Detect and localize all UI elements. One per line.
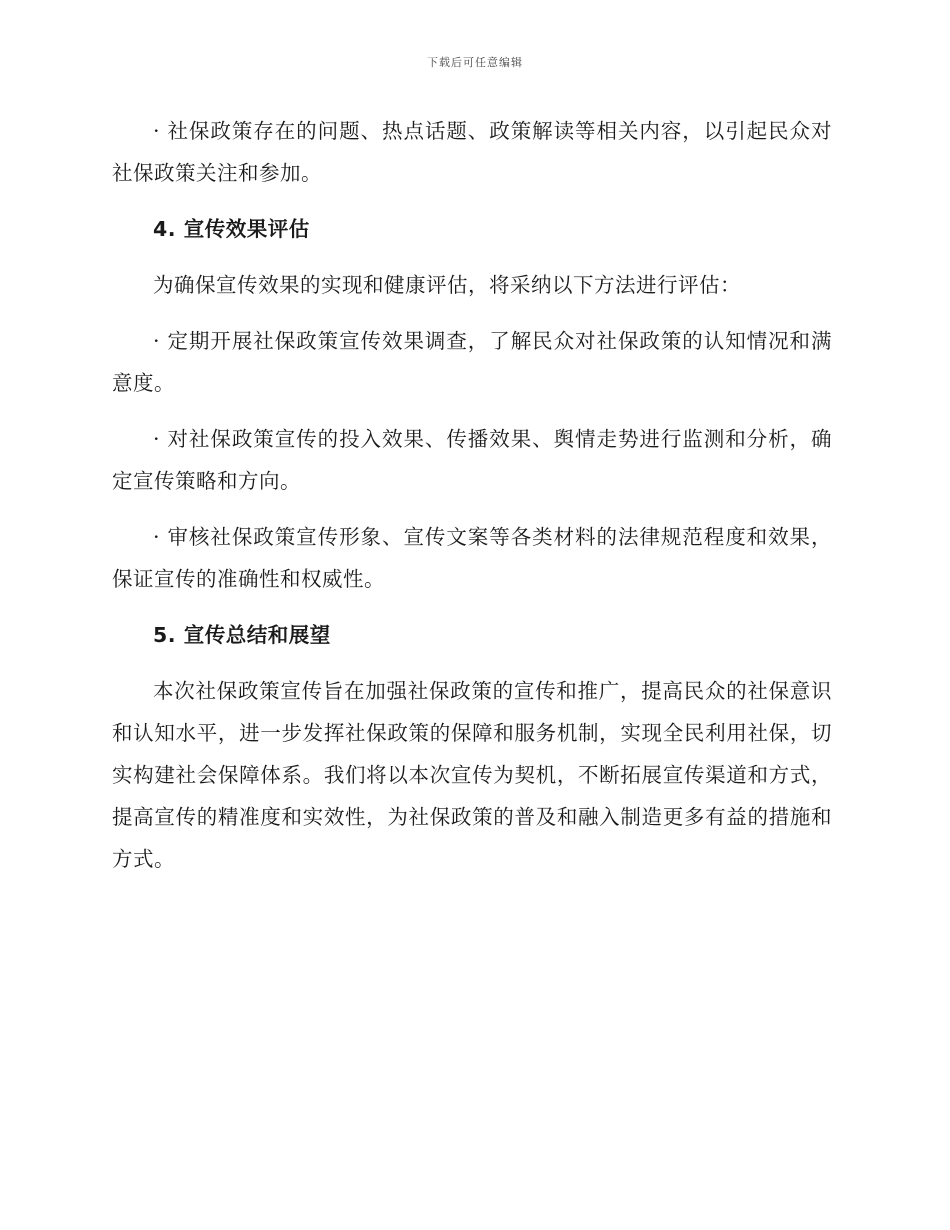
section-heading-5: 5. 宣传总结和展望 — [153, 623, 331, 647]
page-header: 下载后可任意编辑 — [427, 56, 523, 69]
bullet-paragraph-survey: · 定期开展社保政策宣传效果调查，了解民众对社保政策的认知情况和满意度。 — [112, 329, 832, 395]
paragraph-summary: 本次社保政策宣传旨在加强社保政策的宣传和推广，提高民众的社保意识和认知水平，进一步发挥社保政策的保障和服务机制，实现全民利用社保，切实构建社会保障体系。我们将以本次宣传为契机，不断拓展宣传渠道和方式，提高宣传的精准度和实效性，为社保政策的普及和融入制造更多有益的措施和方式。 — [112, 679, 832, 871]
document-body — [112, 110, 832, 894]
bullet-paragraph-issues: · 社保政策存在的问题、热点话题、政策解读等相关内容，以引起民众对社保政策关注和参加。 — [112, 119, 832, 185]
section-heading-4: 4. 宣传效果评估 — [153, 217, 310, 241]
paragraph-evaluation-intro: 为确保宣传效果的实现和健康评估，将采纳以下方法进行评估： — [153, 273, 741, 297]
bullet-paragraph-review: · 审核社保政策宣传形象、宣传文案等各类材料的法律规范程度和效果，保证宣传的准确性和权威性。 — [112, 525, 832, 591]
bullet-paragraph-monitoring: · 对社保政策宣传的投入效果、传播效果、舆情走势进行监测和分析，确定宣传策略和方向。 — [112, 427, 832, 493]
